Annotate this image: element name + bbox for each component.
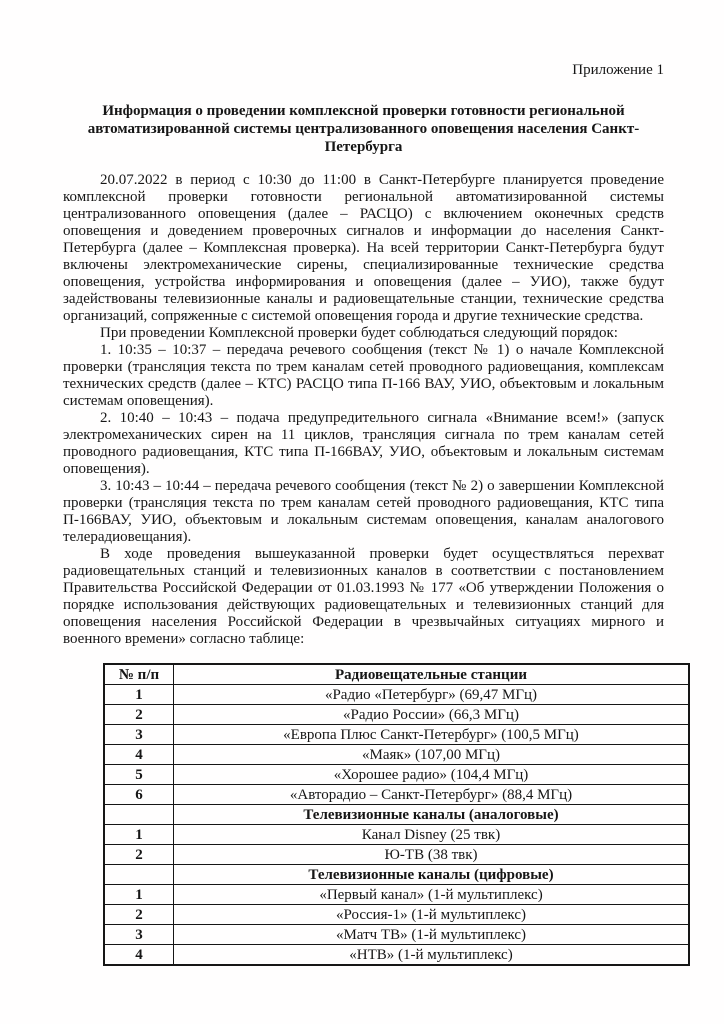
table-row [104,685,689,705]
row-number: 3 [104,725,174,745]
table-row [104,905,689,925]
row-number: 5 [104,765,174,785]
row-label: «НТВ» (1-й мультиплекс) [174,945,690,966]
table-row [104,725,689,745]
table-row [104,885,689,905]
row-number: 4 [104,745,174,765]
table-row [104,765,689,785]
table-row [104,785,689,805]
table-row [104,825,689,845]
section-label: Телевизионные каналы (цифровые) [174,865,690,885]
table-row [104,925,689,945]
row-label: «Европа Плюс Санкт-Петербург» (100,5 МГц) [174,725,690,745]
row-number: 3 [104,925,174,945]
row-number: 6 [104,785,174,805]
row-label: «Радио «Петербург» (69,47 МГц) [174,685,690,705]
row-number: 1 [104,825,174,845]
row-number: 1 [104,885,174,905]
row-label: «Россия-1» (1-й мультиплекс) [174,905,690,925]
row-label: Канал Disney (25 твк) [174,825,690,845]
row-number: 2 [104,705,174,725]
table-row [104,845,689,865]
table-section-row-digital-tv [104,865,689,885]
row-label: «Первый канал» (1-й мультиплекс) [174,885,690,905]
row-label: Ю-ТВ (38 твк) [174,845,690,865]
row-label: «Хорошее радио» (104,4 МГц) [174,765,690,785]
broadcast-stations-table [103,663,690,966]
row-number [104,865,174,885]
paragraph-step-1: 1. 10:35 – 10:37 – передача речевого сообщения (текст № 1) о начале Комплексной проверки (трансляция текста по трем каналам сетей проводного радиовещания, комплексам технических средств (далее – КТС) РАСЦО типа П-166 ВАУ, УИО, объектовым и локальным системам оповещения). [63,342,664,409]
table-row [104,945,689,966]
row-number: 4 [104,945,174,966]
row-number: 1 [104,685,174,705]
table-header-row [104,664,689,685]
paragraph-step-3: 3. 10:43 – 10:44 – передача речевого сообщения (текст № 2) о завершении Комплексной проверки (трансляция текста по трем каналам сетей проводного радиовещания, КТС типа П-166ВАУ, УИО, объектовым и локальным системам оповещения, каналам аналогового телерадиовещания). [63,478,664,545]
section-label: Телевизионные каналы (аналоговые) [174,805,690,825]
row-label: «Авторадио – Санкт-Петербург» (88,4 МГц) [174,785,690,805]
paragraph-interception: В ходе проведения вышеуказанной проверки будет осуществляться перехват радиовещательных станций и телевизионных каналов в соответствии с постановлением Правительства Российской Федерации от 01.03.1993 № 177 «Об утверждении Положения о порядке использования действующих радиовещательных и телевизионных станций для оповещения населения Российской Федерации в чрезвычайных ситуациях мирного и военного времени» согласно таблице: [63,546,664,647]
row-label: «Маяк» (107,00 МГц) [174,745,690,765]
paragraph-procedure-intro: При проведении Комплексной проверки будет соблюдаться следующий порядок: [100,325,618,341]
row-number: 2 [104,905,174,925]
row-number [104,805,174,825]
paragraph-step-2: 2. 10:40 – 10:43 – подача предупредительного сигнала «Внимание всем!» (запуск электромеханических сирен на 11 циклов, трансляция сигнала по трем каналам сетей проводного радиовещания, КТС типа П-166ВАУ, УИО, объектовым и локальным системам оповещения). [63,410,664,477]
annex-label: Приложение 1 [572,62,664,78]
document-title: Информация о проведении комплексной проверки готовности региональной автоматизированной системы централизованного оповещения населения Санкт-Петербурга [87,103,640,155]
row-label: «Матч ТВ» (1-й мультиплекс) [174,925,690,945]
table-section-row-analog-tv [104,805,689,825]
row-label: «Радио России» (66,3 МГц) [174,705,690,725]
table-row [104,745,689,765]
table-header-label: Радиовещательные станции [174,664,690,685]
table-header-number: № п/п [104,664,174,685]
row-number: 2 [104,845,174,865]
paragraph-overview: 20.07.2022 в период с 10:30 до 11:00 в Санкт-Петербурге планируется проведение комплексной проверки готовности региональной автоматизированной системы централизованного оповещения (далее – РАСЦО) с включением оконечных средств оповещения и доведением проверочных сигналов и информации до населения Санкт-Петербурга (далее – Комплексная проверка). На всей территории Санкт-Петербурга будут включены электромеханические сирены, специализированные технические средства оповещения, устройства информирования и оповещения (далее – УИО), также будут задействованы телевизионные каналы и радиовещательные станции, технические средства организаций, сопряженные с системой оповещения города и другие технические средства. [63,172,664,324]
table-row [104,705,689,725]
